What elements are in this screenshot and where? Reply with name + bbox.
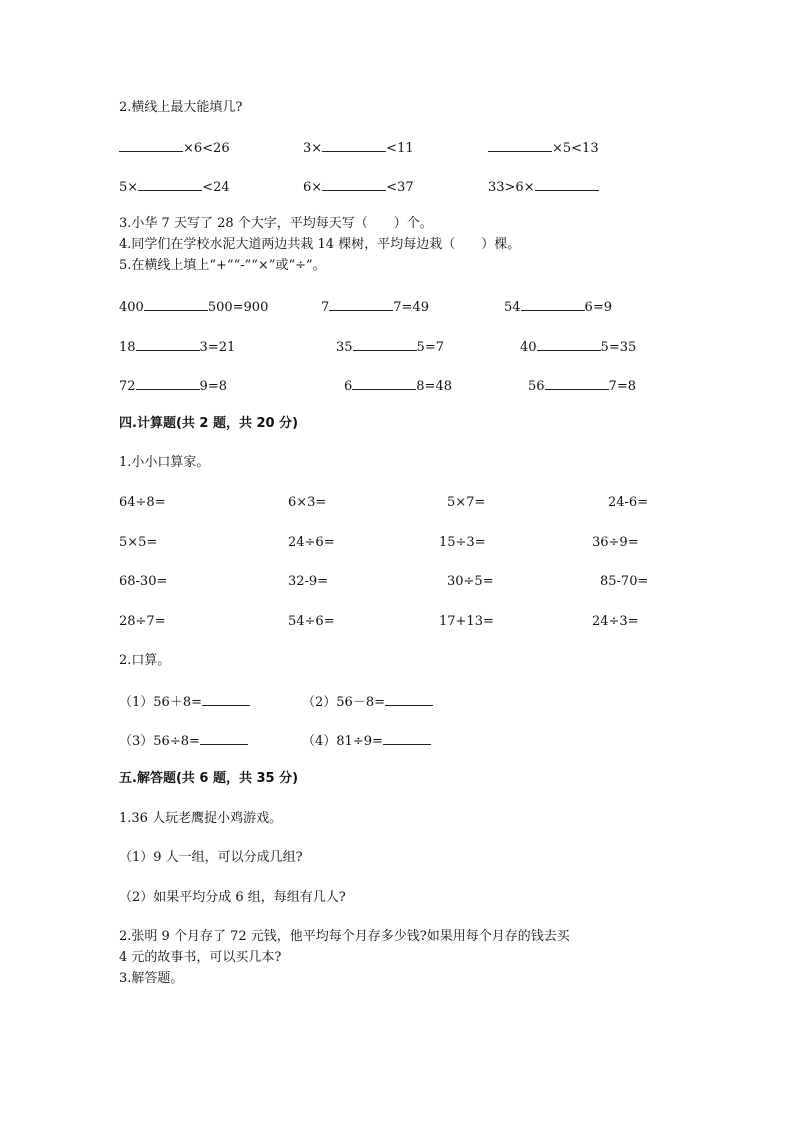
q2-row2-item2: 6× <37 (303, 180, 414, 195)
calc1-item: 24÷6= (288, 535, 335, 550)
ans1-title: 1.36 人玩老鹰捉小鸡游戏。 (119, 811, 283, 826)
operator-blank[interactable] (329, 298, 393, 311)
q2-row2-item3: 33>6× (488, 178, 599, 196)
q5-row2-item2: 35 5=7 (336, 340, 444, 355)
operator-blank[interactable] (537, 338, 601, 351)
calc1-item: 68-30= (119, 574, 168, 589)
calc1-title: 1.小小口算家。 (119, 455, 210, 470)
calc1-item: 15÷3= (439, 535, 486, 550)
ans1-sub2: （2）如果平均分成 6 组，每组有几人? (119, 890, 346, 905)
q5-row3-item1: 72 9=8 (119, 379, 227, 394)
q4-text: 4.同学们在学校水泥大道两边共栽 14 棵树，平均每边栽（ ）棵。 (119, 237, 521, 252)
calc1-item: 54÷6= (288, 614, 335, 629)
calc1-item: 28÷7= (119, 614, 166, 629)
q5-title: 5.在横线上填上“+”“-”“×”或“÷”。 (119, 258, 326, 273)
calc1-item: 24÷3= (592, 614, 639, 629)
section4-title: 四.计算题(共 2 题，共 20 分) (119, 416, 299, 431)
answer-blank[interactable] (322, 178, 386, 191)
calc1-item: 36÷9= (592, 535, 639, 550)
calc1-item: 17+13= (439, 614, 494, 629)
operator-blank[interactable] (352, 377, 416, 390)
operator-blank[interactable] (353, 338, 417, 351)
q2-title: 2.横线上最大能填几? (119, 100, 243, 115)
answer-blank[interactable] (383, 732, 431, 745)
q5-row1-item3: 54 6=9 (504, 300, 612, 315)
q5-row3-item2: 6 8=48 (344, 379, 452, 394)
q2-row1-item1: ×6<26 (119, 139, 230, 157)
answer-blank[interactable] (535, 178, 599, 191)
calc1-item: 85-70= (600, 574, 649, 589)
calc1-item: 32-9= (288, 574, 329, 589)
ans2-line2: 4 元的故事书，可以买几本? (119, 950, 282, 965)
q5-row3-item3: 56 7=8 (528, 379, 636, 394)
answer-blank[interactable] (322, 139, 386, 152)
q2-row2-item1: 5× <24 (119, 180, 230, 195)
calc2-item: （3）56÷8= (119, 732, 248, 750)
answer-blank[interactable] (488, 139, 552, 152)
q2-row1-item2: 3× <11 (303, 141, 414, 156)
calc1-item: 30÷5= (447, 574, 494, 589)
q2-row1-item3: ×5<13 (488, 139, 599, 157)
calc1-item: 6×3= (288, 495, 327, 510)
operator-blank[interactable] (136, 338, 200, 351)
operator-blank[interactable] (136, 377, 200, 390)
calc1-item: 5×5= (119, 535, 158, 550)
answer-blank[interactable] (138, 178, 202, 191)
ans3-text: 3.解答题。 (119, 971, 184, 986)
section5-title: 五.解答题(共 6 题，共 35 分) (119, 771, 299, 786)
q5-row2-item3: 40 5=35 (520, 340, 637, 355)
calc2-item: （1）56＋8= (119, 693, 250, 711)
q3-text: 3.小华 7 天写了 28 个大字，平均每天写（ ）个。 (119, 216, 433, 231)
calc1-item: 64÷8= (119, 495, 166, 510)
q5-row2-item1: 18 3=21 (119, 340, 236, 355)
ans2-line1: 2.张明 9 个月存了 72 元钱，他平均每个月存多少钱?如果用每个月存的钱去买 (119, 929, 570, 944)
answer-blank[interactable] (200, 732, 248, 745)
q5-row1-item1: 400 500=900 (119, 300, 269, 315)
operator-blank[interactable] (144, 298, 208, 311)
answer-blank[interactable] (202, 693, 250, 706)
calc2-item: （4）81÷9= (302, 732, 431, 750)
q5-row1-item2: 7 7=49 (321, 300, 429, 315)
calc1-item: 5×7= (447, 495, 486, 510)
calc1-item: 24-6= (608, 495, 649, 510)
operator-blank[interactable] (545, 377, 609, 390)
operator-blank[interactable] (521, 298, 585, 311)
calc2-item: （2）56－8= (302, 693, 433, 711)
answer-blank[interactable] (119, 139, 183, 152)
answer-blank[interactable] (385, 693, 433, 706)
calc2-title: 2.口算。 (119, 653, 171, 668)
ans1-sub1: （1）9 人一组，可以分成几组? (119, 850, 303, 865)
